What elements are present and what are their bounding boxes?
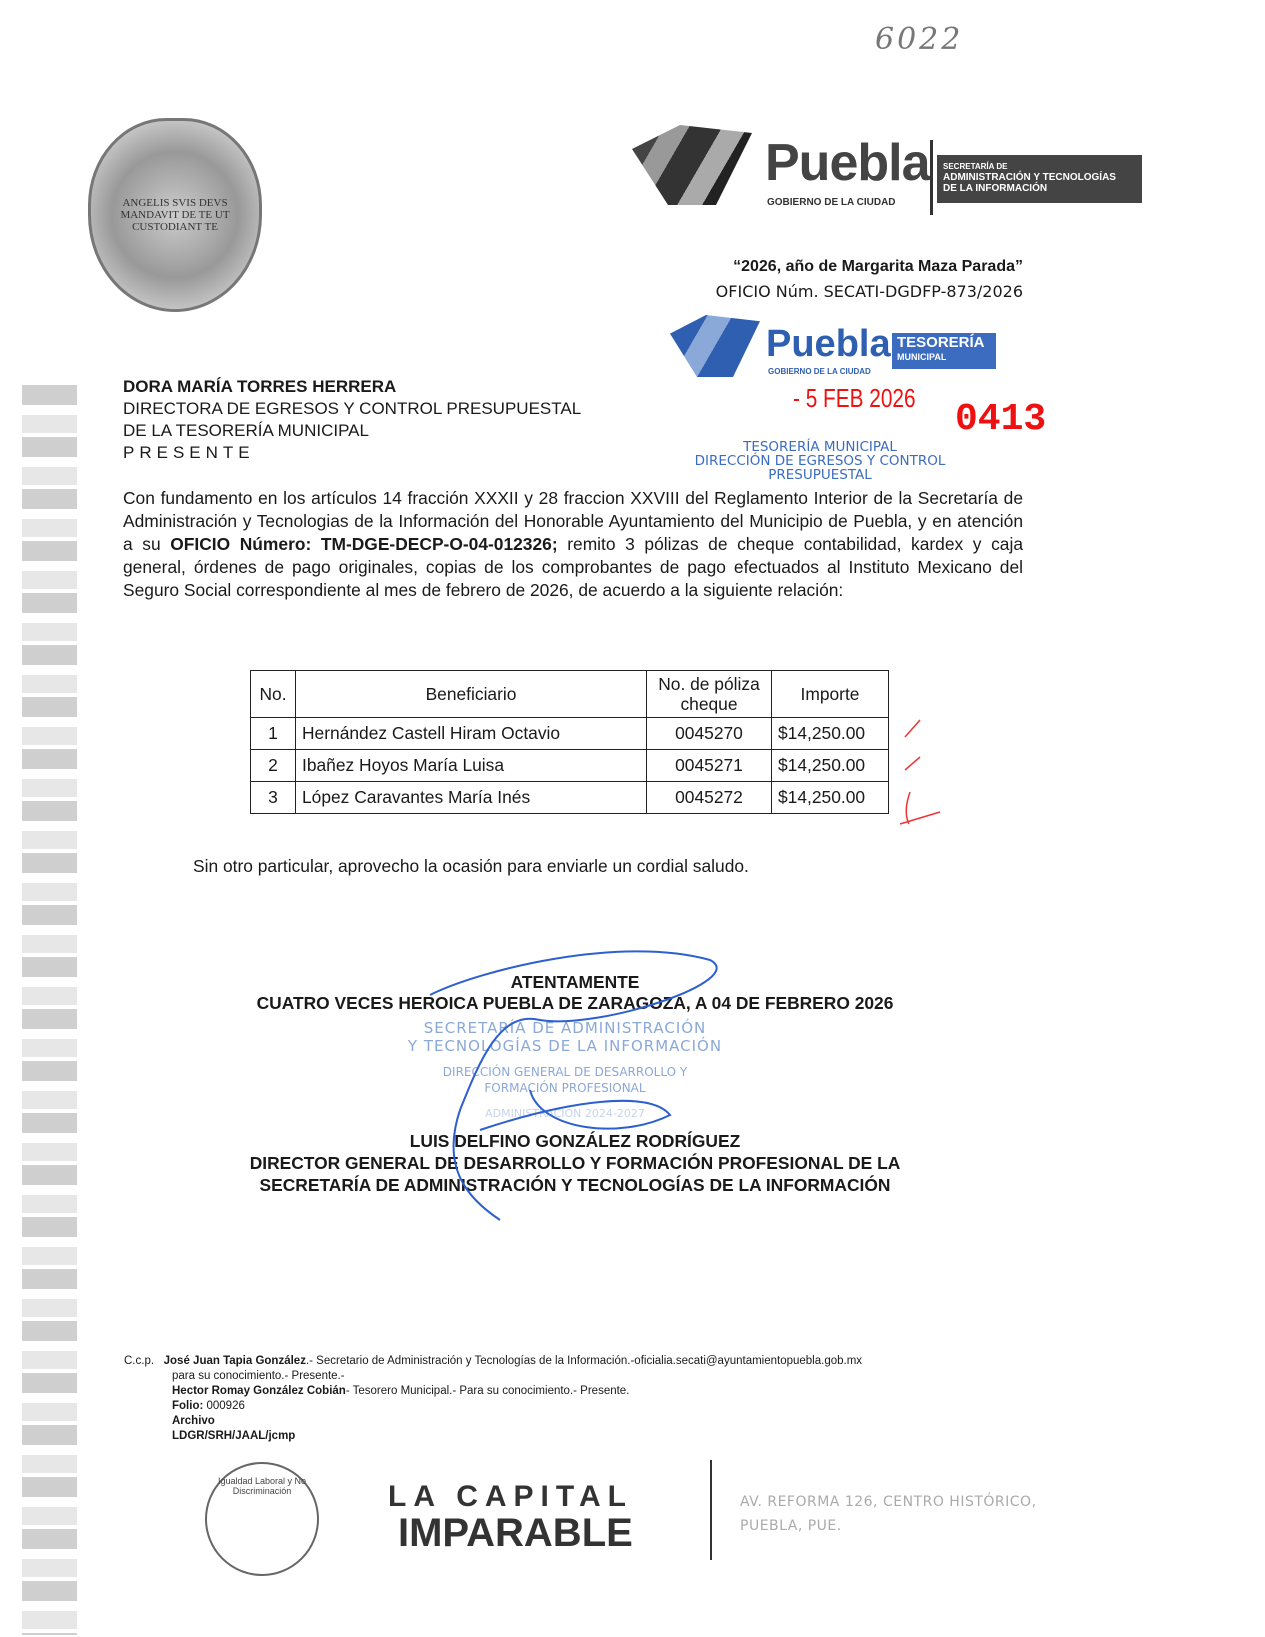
address-line: PUEBLA, PUE.	[740, 1518, 842, 1534]
la-capital-imparable-logo	[388, 1480, 688, 1555]
table-row	[251, 750, 889, 782]
table-row	[251, 718, 889, 750]
archivo-label: Archivo	[172, 1415, 215, 1427]
addressee-name: DORA MARÍA TORRES HERRERA	[123, 377, 397, 396]
ccp-label: C.c.p.	[124, 1355, 155, 1367]
ccp-block	[124, 1354, 862, 1444]
logo-word: Puebla	[765, 134, 930, 192]
stamp-word: Puebla	[766, 323, 891, 365]
footer-address	[740, 1490, 1037, 1538]
puebla-emblem-icon	[632, 125, 752, 205]
column-header: No.	[251, 671, 296, 718]
stamp-line: DIRECCIÓN DE EGRESOS Y CONTROL	[694, 453, 946, 469]
seal-text: ANGELIS SVIS DEVS MANDAVIT DE TE UT CUSTODIANT TE	[120, 197, 230, 233]
stamp-line: SECRETARÍA DE ADMINISTRACIÓN	[423, 1019, 707, 1037]
ccp-name: José Juan Tapia González	[163, 1355, 306, 1367]
ccp-text: - Tesorero Municipal.- Para su conocimiento.- Presente.	[345, 1385, 630, 1397]
year-motto: “2026, año de Margarita Maza Parada”	[733, 258, 1023, 275]
folio-value: 000926	[206, 1400, 245, 1412]
stamp-line: Y TECNOLOGÍAS DE LA INFORMACIÓN	[407, 1037, 723, 1055]
cell-amount: $14,250.00	[772, 782, 889, 814]
column-header: Importe	[772, 671, 889, 718]
place-date: CUATRO VECES HEROICA PUEBLA DE ZARAGOZA, A 04 DE FEBRERO 2026	[256, 993, 894, 1013]
cell-no: 2	[251, 750, 296, 782]
stamp-line: PRESUPUESTAL	[768, 467, 872, 483]
body-text: Con fundamento en los artículos 14 fracción XXXII y 28 fraccion XXVIII del Reglamento Interior de la Secretaría de Administración y Tecnologias de la Información del Honorable Ayuntamiento del Municipio de Puebla, y en atención a su	[123, 488, 1023, 554]
stamp-subtitle: GOBIERNO DE LA CIUDAD	[768, 367, 871, 376]
cell-policy: 0045271	[647, 750, 772, 782]
body-paragraph	[123, 487, 1023, 602]
addressee-title: DIRECTORA DE EGRESOS Y CONTROL PRESUPUESTAL	[123, 399, 582, 418]
logo-divider	[930, 140, 933, 215]
folio-label: Folio:	[172, 1400, 204, 1412]
seal-text: Igualdad Laboral y No Discriminación	[217, 1476, 307, 1496]
oficio-reference: OFICIO Número: TM-DGE-DECP-O-04-012326;	[170, 534, 558, 554]
received-date-stamp: - 5 FEB 2026	[793, 383, 916, 413]
puebla-secati-logo	[632, 125, 1147, 217]
signer-title: SECRETARÍA DE ADMINISTRACIÓN Y TECNOLOGÍAS DE LA INFORMACIÓN	[259, 1175, 891, 1195]
ccp-name: Hector Romay González Cobián	[172, 1385, 346, 1397]
column-header: No. de póliza cheque	[647, 671, 772, 718]
tesoreria-stamp	[670, 315, 1000, 380]
signer-title: DIRECTOR GENERAL DE DESARROLLO Y FORMACIÓN PROFESIONAL DE LA	[249, 1153, 901, 1173]
ccp-text: .- Secretario de Administración y Tecnologías de la Información.-oficialia.secati@ayuntamientopuebla.gob.mx	[305, 1355, 863, 1367]
dept-line: ADMINISTRACIÓN Y TECNOLOGÍAS	[943, 172, 1116, 183]
body-text: remito 3 pólizas de cheque contabilidad, kardex y caja general, órdenes de pago originales, copias de los comprobantes de pago efectuados al Instituto Mexicano del Seguro Social correspondiente al mes de febrero de 2026, de acuerdo a la siguiente relación:	[123, 534, 1024, 600]
igualdad-laboral-seal	[205, 1462, 319, 1576]
stamp-line: FORMACIÓN PROFESIONAL	[484, 1081, 646, 1095]
table-header-row	[251, 671, 889, 718]
stamp-box	[892, 333, 996, 369]
cell-beneficiary: Ibañez Hoyos María Luisa	[296, 750, 647, 782]
cell-policy: 0045272	[647, 782, 772, 814]
ccp-text: para su conocimiento.- Presente.-	[172, 1370, 345, 1382]
presente: PRESENTE	[123, 443, 255, 462]
column-header: Beneficiario	[296, 671, 647, 718]
footer-divider	[710, 1460, 712, 1560]
stamp-line: TESORERÍA MUNICIPAL	[743, 439, 897, 455]
payments-table	[250, 670, 889, 814]
signer-name: LUIS DELFINO GONZÁLEZ RODRÍGUEZ	[409, 1131, 741, 1151]
folio-stamp: 0413	[955, 398, 1047, 441]
address-line: AV. REFORMA 126, CENTRO HISTÓRICO,	[740, 1494, 1037, 1510]
red-check-marks	[895, 712, 945, 832]
closing-line: Sin otro particular, aprovecho la ocasión para enviarle un cordial saludo.	[193, 856, 749, 876]
cell-beneficiary: Hernández Castell Hiram Octavio	[296, 718, 647, 750]
oficio-number: OFICIO Núm. SECATI-DGDFP-873/2026	[715, 282, 1023, 301]
logo-subtitle: GOBIERNO DE LA CIUDAD	[767, 197, 896, 208]
footer-logo-line: IMPARABLE	[398, 1511, 633, 1555]
stamp-box-title: TESORERÍA	[897, 334, 985, 351]
cell-amount: $14,250.00	[772, 750, 889, 782]
handwritten-note: 6022	[875, 22, 964, 57]
addressee-block	[123, 376, 581, 464]
cell-beneficiary: López Caravantes María Inés	[296, 782, 647, 814]
city-seal-logo	[88, 118, 262, 312]
stamp-line: DIRECCIÓN GENERAL DE DESARROLLO Y	[442, 1065, 688, 1079]
stamp-box-sub: MUNICIPAL	[897, 352, 947, 362]
cell-no: 1	[251, 718, 296, 750]
direction-stamp	[690, 440, 950, 482]
cell-no: 3	[251, 782, 296, 814]
cell-policy: 0045270	[647, 718, 772, 750]
addressee-title: DE LA TESORERÍA MUNICIPAL	[123, 421, 369, 440]
handwritten-signature	[420, 940, 740, 1230]
dept-line: SECRETARÍA DE	[943, 162, 1008, 171]
table-row	[251, 782, 889, 814]
initials: LDGR/SRH/JAAL/jcmp	[172, 1430, 296, 1442]
stamp-line: ADMINISTRACIÓN 2024-2027	[485, 1107, 645, 1120]
dept-line: DE LA INFORMACIÓN	[943, 183, 1048, 194]
puebla-emblem-icon	[670, 315, 760, 377]
logo-dept-box	[937, 155, 1142, 203]
cell-amount: $14,250.00	[772, 718, 889, 750]
footer-logo-line: LA CAPITAL	[388, 1480, 633, 1513]
atentamente: ATENTAMENTE	[510, 972, 640, 992]
